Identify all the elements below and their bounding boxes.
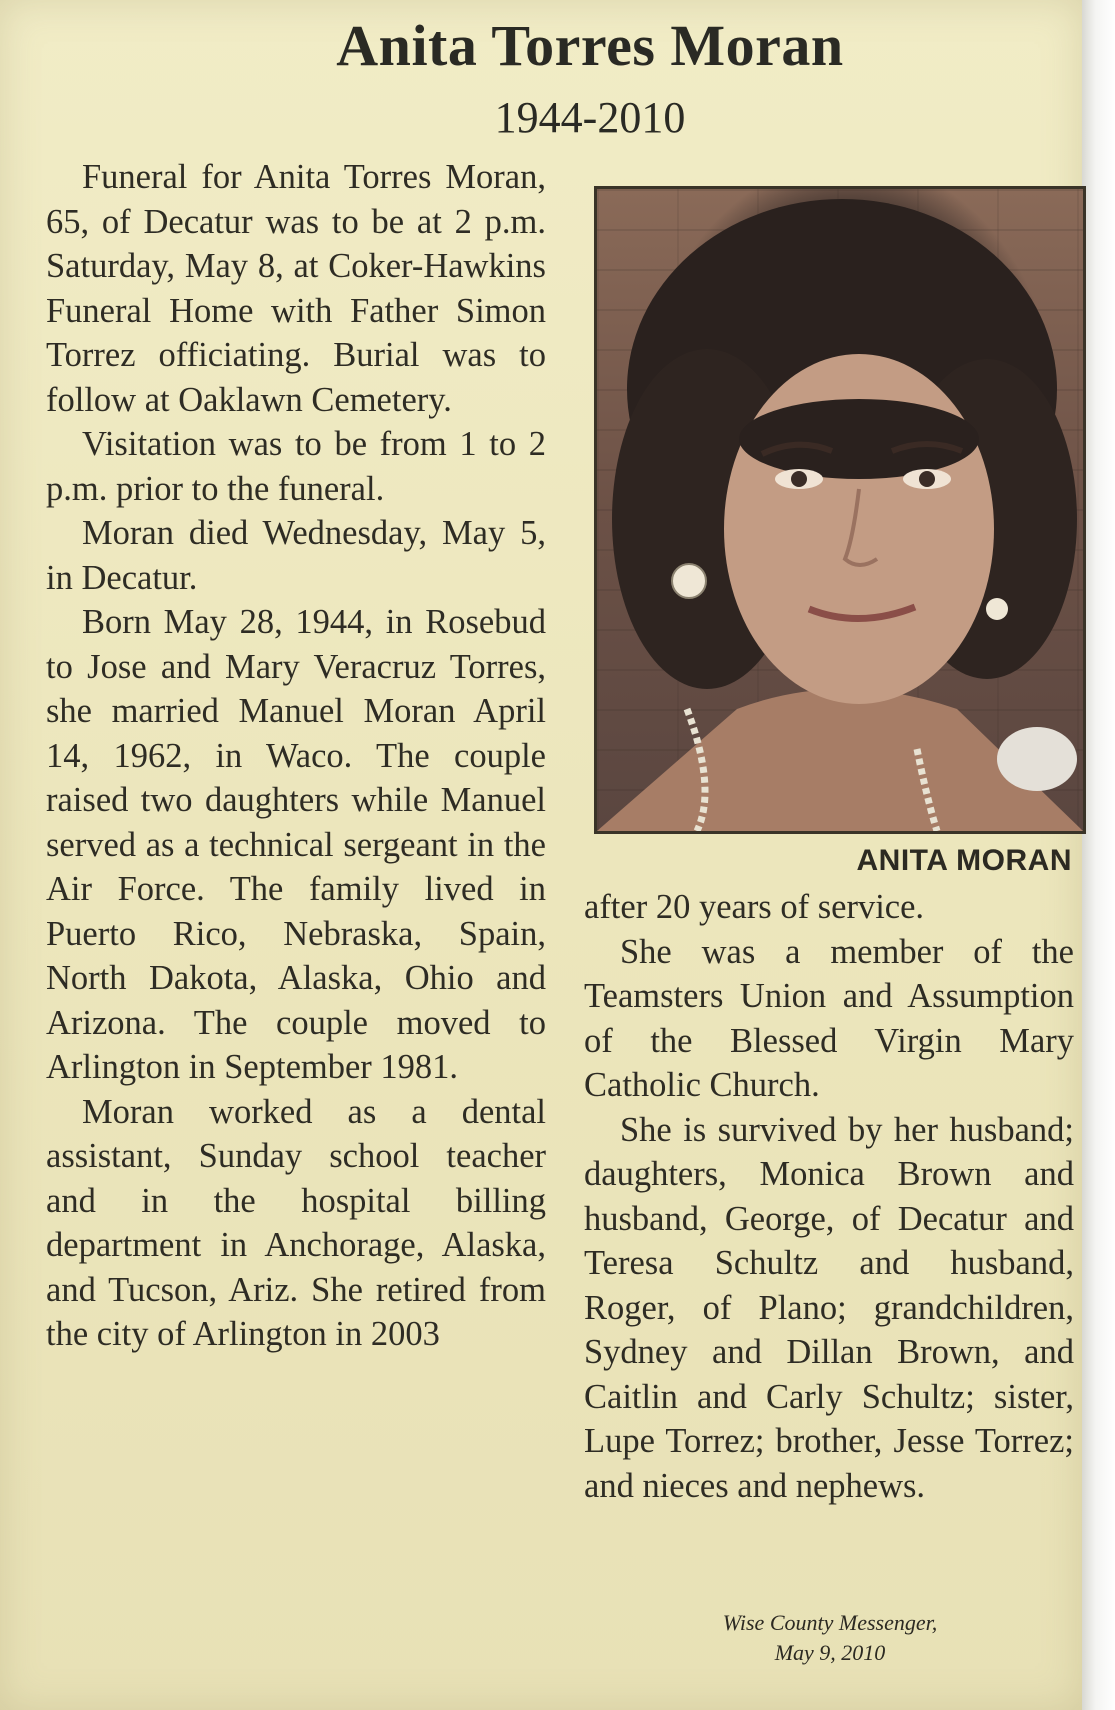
paragraph-service-continued: after 20 years of service. <box>584 888 925 926</box>
paragraph-funeral: Funeral for Anita Torres Moran, 65, of Decatur was to be at 2 p.m. Saturday, May 8, at Coker-Hawkins Funeral Home with Father Simon Torrez officiating. Burial was to follow at Oaklawn Cemetery. <box>46 158 546 419</box>
left-column <box>46 155 546 1357</box>
portrait-photo <box>594 186 1086 834</box>
paragraph-visitation: Visitation was to be from 1 to 2 p.m. prior to the funeral. <box>46 425 546 508</box>
right-column <box>584 885 1074 1508</box>
paragraph-death: Moran died Wednesday, May 5, in Decatur. <box>46 514 546 597</box>
publication-date: May 9, 2010 <box>774 1640 886 1665</box>
publication-name: Wise County Messenger, <box>722 1610 938 1635</box>
paragraph-career: Moran worked as a dental assistant, Sunday school teacher and in the hospital billing department in Anchorage, Alaska, and Tucson, Ariz. She retired from the city of Arlington in 2003 <box>46 1092 546 1353</box>
paragraph-membership: She was a member of the Teamsters Union and Assumption of the Blessed Virgin Mary Catholic Church. <box>584 932 1074 1104</box>
obituary-years: 1944-2010 <box>494 93 686 142</box>
page-edge <box>1082 0 1115 1710</box>
paragraph-survivors: She is survived by her husband; daughters, Monica Brown and husband, George, of Decatur and Teresa Schultz and husband, Roger, of Plano; grandchildren, Sydney and Dillan Brown, and Caitlin and Carly Schultz; sister, Lupe Torrez; brother, Jesse Torrez; and nieces and nephews. <box>584 1110 1074 1505</box>
photo-caption: ANITA MORAN <box>856 844 1072 877</box>
paragraph-biography: Born May 28, 1944, in Rosebud to Jose and Mary Veracruz Torres, she married Manuel Moran April 14, 1962, in Waco. The couple raised two daughters while Manuel served as a technical sergeant in the Air Force. The family lived in Puerto Rico, Nebraska, Spain, North Dakota, Alaska, Ohio and Arizona. The couple moved to Arlington in September 1981. <box>46 603 546 1086</box>
portrait-drawing <box>597 189 1083 831</box>
obituary-title: Anita Torres Moran <box>336 13 844 78</box>
publication-credit <box>640 1608 1020 1668</box>
